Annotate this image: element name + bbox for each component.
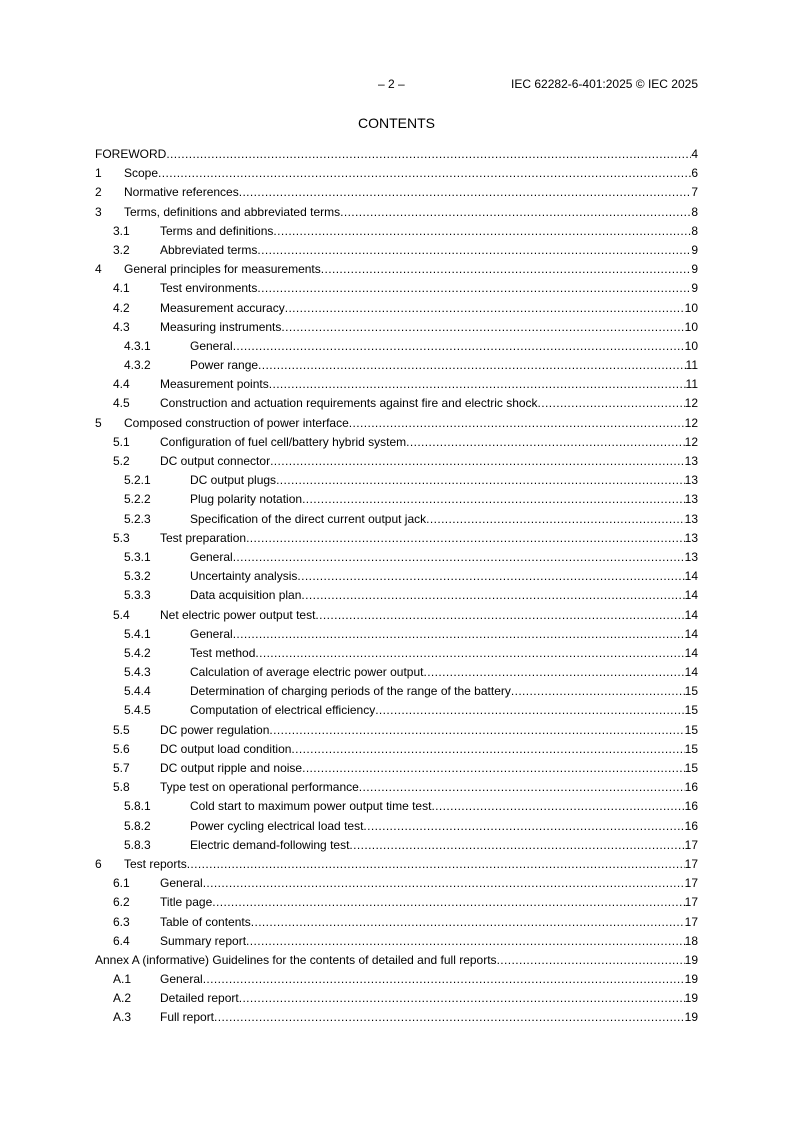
toc-entry-page: 13 bbox=[684, 530, 698, 545]
toc-entry[interactable] bbox=[95, 183, 698, 202]
toc-entry[interactable] bbox=[95, 548, 698, 567]
toc-entry-label: General principles for measurements bbox=[124, 262, 321, 277]
toc-entry-label: Measuring instruments bbox=[160, 319, 282, 334]
toc-entry[interactable] bbox=[95, 356, 698, 375]
toc-entry-label: Test preparation bbox=[160, 530, 247, 545]
toc-entry[interactable] bbox=[95, 433, 698, 452]
toc-leader-dots bbox=[301, 588, 684, 603]
toc-entry-label: Net electric power output test bbox=[160, 607, 316, 622]
toc-leader-dots bbox=[431, 799, 684, 814]
toc-entry-number: 1 bbox=[95, 166, 102, 181]
toc-leader-dots bbox=[258, 358, 685, 373]
toc-entry-page: 9 bbox=[691, 281, 698, 296]
toc-entry-page: 13 bbox=[684, 473, 698, 488]
toc-entry-label: Annex A (informative) Guidelines for the contents of detailed and full reports bbox=[95, 952, 497, 967]
toc-leader-dots bbox=[233, 550, 685, 565]
toc-entry-label: Table of contents bbox=[160, 914, 251, 929]
toc-entry[interactable] bbox=[95, 241, 698, 260]
toc-entry[interactable] bbox=[95, 452, 698, 471]
toc-entry-page: 10 bbox=[684, 300, 698, 315]
toc-entry-page: 19 bbox=[684, 952, 698, 967]
toc-leader-dots bbox=[270, 454, 685, 469]
toc-leader-dots bbox=[203, 972, 685, 987]
toc-entry-label: Scope bbox=[124, 166, 159, 181]
toc-entry-page: 6 bbox=[691, 166, 698, 181]
toc-entry-page: 15 bbox=[684, 741, 698, 756]
toc-entry-label: Computation of electrical efficiency bbox=[190, 703, 376, 718]
toc-entry[interactable] bbox=[95, 797, 698, 816]
toc-entry-page: 19 bbox=[684, 972, 698, 987]
toc-entry-page: 10 bbox=[684, 319, 698, 334]
toc-entry-label: Type test on operational performance bbox=[160, 780, 359, 795]
toc-entry-page: 19 bbox=[684, 991, 698, 1006]
toc-leader-dots bbox=[269, 723, 684, 738]
toc-leader-dots bbox=[251, 915, 685, 930]
toc-entry-page: 13 bbox=[684, 492, 698, 507]
toc-entry-page: 15 bbox=[684, 761, 698, 775]
toc-entry-label: Measurement points bbox=[160, 377, 269, 392]
toc-entry-label: Determination of charging periods of the range of the battery bbox=[190, 684, 511, 699]
toc-entry-number: 2 bbox=[95, 185, 102, 200]
toc-leader-dots bbox=[359, 780, 685, 795]
toc-entry[interactable] bbox=[95, 932, 698, 951]
toc-entry-label: Summary report bbox=[160, 933, 247, 948]
toc-leader-dots bbox=[281, 320, 684, 335]
toc-entry-page: 14 bbox=[684, 626, 698, 641]
toc-entry-page: 16 bbox=[684, 818, 698, 833]
toc-entry[interactable] bbox=[95, 529, 698, 548]
toc-entry[interactable] bbox=[95, 951, 698, 970]
toc-entry-page: 17 bbox=[684, 914, 698, 929]
toc-leader-dots bbox=[302, 761, 685, 776]
toc-entry-number: 5.8.1 bbox=[124, 799, 151, 814]
toc-entry[interactable] bbox=[95, 625, 698, 644]
toc-entry-label: General bbox=[190, 549, 233, 564]
toc-entry-number: 4.3.2 bbox=[124, 358, 151, 373]
toc-entry-page: 14 bbox=[684, 569, 698, 584]
toc-entry[interactable] bbox=[95, 855, 698, 874]
toc-entry-number: 6.4 bbox=[113, 933, 130, 948]
toc-entry[interactable] bbox=[95, 414, 698, 433]
toc-entry-label: Normative references bbox=[124, 185, 239, 200]
toc-entry[interactable] bbox=[95, 893, 698, 912]
toc-leader-dots bbox=[340, 205, 691, 220]
toc-entry-number: A.1 bbox=[113, 972, 132, 987]
toc-entry-page: 14 bbox=[684, 607, 698, 622]
toc-leader-dots bbox=[233, 627, 685, 642]
toc-entry-label: Uncertainty analysis bbox=[190, 569, 298, 584]
toc-leader-dots bbox=[349, 838, 684, 853]
toc-leader-dots bbox=[375, 703, 684, 718]
toc-entry-number: 5.1 bbox=[113, 434, 130, 449]
toc-entry-label: Data acquisition plan bbox=[190, 588, 302, 603]
toc-entry[interactable] bbox=[95, 222, 698, 241]
toc-entry-label: Power cycling electrical load test bbox=[190, 818, 364, 833]
toc-entry-number: 5.3.3 bbox=[124, 588, 151, 603]
toc-entry-page: 18 bbox=[684, 933, 698, 948]
toc-entry[interactable] bbox=[95, 586, 698, 605]
toc-entry-label: DC power regulation bbox=[160, 722, 270, 737]
toc-entry-page: 17 bbox=[684, 856, 698, 871]
toc-entry-number: 5.8.2 bbox=[124, 818, 151, 833]
toc-entry-number: 5.3 bbox=[113, 530, 130, 545]
toc-entry-number: 5.7 bbox=[113, 761, 130, 775]
toc-entry-page: 16 bbox=[684, 799, 698, 814]
toc-entry-number: 5.3.1 bbox=[124, 549, 151, 564]
toc-leader-dots bbox=[349, 416, 685, 431]
toc-entry-label: Calculation of average electric power output bbox=[190, 665, 424, 680]
toc-entry-page: 9 bbox=[691, 262, 698, 277]
toc-entry-number: 5.2.1 bbox=[124, 473, 151, 488]
toc-leader-dots bbox=[315, 608, 684, 623]
toc-entry[interactable] bbox=[95, 740, 698, 759]
toc-leader-dots bbox=[423, 665, 684, 680]
toc-entry-page: 16 bbox=[684, 780, 698, 795]
toc-entry-number: A.2 bbox=[113, 991, 132, 1006]
toc-entry-number: 4.4 bbox=[113, 377, 130, 392]
toc-entry-page: 12 bbox=[684, 396, 698, 411]
toc-entry-label: Plug polarity notation bbox=[190, 492, 303, 507]
toc-entry[interactable] bbox=[95, 836, 698, 855]
toc-entry-label: Detailed report bbox=[160, 991, 239, 1006]
toc-entry-number: 5.6 bbox=[113, 741, 130, 756]
toc-entry[interactable] bbox=[95, 989, 698, 1008]
toc-leader-dots bbox=[246, 531, 685, 546]
toc-entry-page: 17 bbox=[684, 876, 698, 891]
toc-entry-page: 11 bbox=[685, 377, 698, 392]
toc-entry-page: 4 bbox=[691, 147, 698, 161]
toc-entry-number: 3.1 bbox=[113, 223, 130, 238]
toc-leader-dots bbox=[511, 684, 685, 699]
toc-entry-number: 5.4.1 bbox=[124, 626, 151, 641]
toc-entry-label: Terms, definitions and abbreviated terms bbox=[124, 204, 341, 219]
page-title: CONTENTS bbox=[358, 115, 435, 131]
toc-entry[interactable] bbox=[95, 606, 698, 625]
toc-entry[interactable] bbox=[95, 260, 698, 279]
toc-entry-number: 5.2.3 bbox=[124, 511, 151, 526]
toc-entry-number: 4.2 bbox=[113, 300, 130, 315]
toc-entry-label: Full report bbox=[160, 1010, 215, 1025]
toc-leader-dots bbox=[246, 934, 685, 949]
toc-leader-dots bbox=[203, 876, 685, 891]
toc-entry[interactable] bbox=[95, 644, 698, 663]
toc-entry-page: 15 bbox=[684, 722, 698, 737]
toc-leader-dots bbox=[257, 243, 691, 258]
toc-entry[interactable] bbox=[95, 874, 698, 893]
toc-entry-number: 6.3 bbox=[113, 914, 130, 929]
toc-entry-page: 15 bbox=[684, 684, 698, 699]
toc-entry-label: Power range bbox=[190, 358, 259, 373]
toc-entry-number: 5.4.2 bbox=[124, 645, 151, 660]
toc-entry-number: 6 bbox=[95, 856, 102, 871]
toc-leader-dots bbox=[406, 435, 685, 450]
toc-leader-dots bbox=[214, 1010, 685, 1025]
toc-entry[interactable] bbox=[95, 510, 698, 529]
toc-leader-dots bbox=[276, 473, 685, 488]
toc-entry-page: 13 bbox=[684, 549, 698, 564]
toc-entry-label: Abbreviated terms bbox=[160, 242, 258, 257]
toc-entry-number: 5 bbox=[95, 415, 102, 430]
toc-leader-dots bbox=[158, 166, 691, 181]
toc-entry-label: General bbox=[190, 626, 233, 641]
toc-entry[interactable] bbox=[95, 318, 698, 337]
toc-entry[interactable] bbox=[95, 279, 698, 298]
toc-entry[interactable] bbox=[95, 913, 698, 932]
table-of-contents bbox=[95, 145, 698, 1028]
toc-entry-label: Test reports bbox=[124, 856, 187, 871]
toc-entry-number: 4.3.1 bbox=[124, 338, 151, 353]
toc-entry-page: 17 bbox=[684, 837, 698, 852]
toc-entry[interactable] bbox=[95, 203, 698, 222]
toc-entry-number: 4.3 bbox=[113, 319, 130, 334]
toc-leader-dots bbox=[257, 281, 691, 296]
toc-entry-page: 17 bbox=[684, 895, 698, 910]
toc-leader-dots bbox=[363, 819, 684, 834]
toc-entry-label: Test environments bbox=[160, 281, 258, 296]
toc-entry[interactable] bbox=[95, 145, 698, 164]
toc-entry[interactable] bbox=[95, 394, 698, 413]
toc-entry-page: 7 bbox=[691, 185, 698, 200]
toc-entry-label: General bbox=[160, 876, 203, 891]
toc-entry-number: 5.4.5 bbox=[124, 703, 151, 718]
toc-entry[interactable] bbox=[95, 721, 698, 740]
toc-entry-number: 3.2 bbox=[113, 242, 130, 257]
toc-leader-dots bbox=[297, 569, 684, 584]
toc-entry-label: General bbox=[190, 338, 233, 353]
toc-entry[interactable] bbox=[95, 682, 698, 701]
toc-entry-number: 5.2 bbox=[113, 454, 130, 468]
toc-entry-page: 12 bbox=[684, 434, 698, 449]
toc-entry-number: 3 bbox=[95, 204, 102, 219]
toc-entry[interactable] bbox=[95, 778, 698, 797]
toc-entry[interactable] bbox=[95, 471, 698, 490]
toc-entry[interactable] bbox=[95, 970, 698, 989]
toc-entry[interactable] bbox=[95, 337, 698, 356]
toc-leader-dots bbox=[269, 377, 686, 392]
toc-entry-number: 6.1 bbox=[113, 876, 130, 891]
toc-entry-page: 19 bbox=[684, 1010, 698, 1025]
toc-entry-page: 14 bbox=[684, 588, 698, 603]
toc-leader-dots bbox=[538, 396, 685, 411]
toc-entry-number: 4 bbox=[95, 262, 102, 277]
toc-entry-label: Electric demand-following test bbox=[190, 837, 350, 852]
toc-entry-label: Configuration of fuel cell/battery hybrid system bbox=[160, 434, 407, 449]
toc-leader-dots bbox=[239, 991, 685, 1006]
toc-leader-dots bbox=[426, 512, 685, 527]
toc-entry-page: 8 bbox=[691, 204, 698, 219]
toc-entry-page: 8 bbox=[691, 223, 698, 238]
toc-leader-dots bbox=[321, 262, 692, 277]
toc-entry-number: 4.1 bbox=[113, 281, 130, 296]
toc-leader-dots bbox=[239, 185, 692, 200]
toc-entry-page: 12 bbox=[684, 415, 698, 430]
toc-entry-label: Composed construction of power interface bbox=[124, 415, 349, 430]
toc-leader-dots bbox=[273, 224, 691, 239]
toc-leader-dots bbox=[302, 492, 685, 507]
toc-entry-number: 5.4 bbox=[113, 607, 130, 622]
toc-entry-number: 5.4.3 bbox=[124, 665, 151, 680]
toc-entry[interactable] bbox=[95, 1008, 698, 1027]
toc-entry-number: 5.5 bbox=[113, 722, 130, 737]
toc-entry-label: DC output ripple and noise bbox=[160, 761, 303, 775]
toc-entry[interactable] bbox=[95, 567, 698, 586]
toc-entry[interactable] bbox=[95, 375, 698, 394]
toc-entry[interactable] bbox=[95, 701, 698, 720]
toc-leader-dots bbox=[255, 646, 684, 661]
toc-entry[interactable] bbox=[95, 759, 698, 778]
toc-entry[interactable] bbox=[95, 490, 698, 509]
toc-entry-label: Title page bbox=[160, 895, 213, 910]
standard-designation: IEC 62282-6-401:2025 © IEC 2025 bbox=[511, 77, 698, 91]
toc-entry[interactable] bbox=[95, 663, 698, 682]
toc-entry-label: General bbox=[160, 972, 203, 987]
toc-leader-dots bbox=[285, 301, 685, 316]
toc-entry[interactable] bbox=[95, 164, 698, 183]
toc-leader-dots bbox=[233, 339, 685, 354]
toc-entry-page: 15 bbox=[684, 703, 698, 718]
toc-entry-label: DC output load condition bbox=[160, 741, 292, 756]
toc-entry-number: 5.3.2 bbox=[124, 569, 151, 584]
toc-entry[interactable] bbox=[95, 299, 698, 318]
toc-leader-dots bbox=[291, 742, 684, 757]
toc-entry-page: 9 bbox=[691, 242, 698, 257]
toc-leader-dots bbox=[166, 147, 691, 162]
toc-entry-page: 13 bbox=[684, 511, 698, 526]
toc-entry-label: Specification of the direct current output jack bbox=[190, 511, 427, 526]
toc-entry-label: DC output plugs bbox=[190, 473, 277, 488]
toc-entry-page: 11 bbox=[685, 358, 698, 373]
page-header bbox=[0, 77, 793, 93]
toc-entry-label: Test method bbox=[190, 645, 256, 660]
toc-entry-number: 5.8.3 bbox=[124, 837, 151, 852]
toc-entry-number: 5.2.2 bbox=[124, 492, 151, 507]
toc-entry-page: 10 bbox=[684, 338, 698, 353]
page-number: – 2 – bbox=[378, 77, 405, 91]
toc-entry-number: 5.4.4 bbox=[124, 684, 151, 699]
toc-entry-label: Terms and definitions bbox=[160, 223, 274, 238]
toc-leader-dots bbox=[212, 895, 684, 910]
toc-entry-page: 14 bbox=[684, 665, 698, 680]
toc-entry-number: 4.5 bbox=[113, 396, 130, 411]
toc-entry-label: DC output connector bbox=[160, 454, 271, 468]
toc-entry-page: 14 bbox=[684, 645, 698, 660]
toc-entry[interactable] bbox=[95, 817, 698, 836]
toc-entry-number: 6.2 bbox=[113, 895, 130, 910]
toc-entry-label: Construction and actuation requirements against fire and electric shock bbox=[160, 396, 538, 411]
toc-entry-number: 5.8 bbox=[113, 780, 130, 795]
toc-leader-dots bbox=[497, 953, 685, 968]
toc-leader-dots bbox=[187, 857, 685, 872]
toc-entry-label: Measurement accuracy bbox=[160, 300, 285, 315]
toc-entry-label: Cold start to maximum power output time test bbox=[190, 799, 432, 814]
toc-entry-page: 13 bbox=[684, 454, 698, 468]
toc-entry-label: FOREWORD bbox=[95, 147, 167, 161]
toc-entry-number: A.3 bbox=[113, 1010, 132, 1025]
